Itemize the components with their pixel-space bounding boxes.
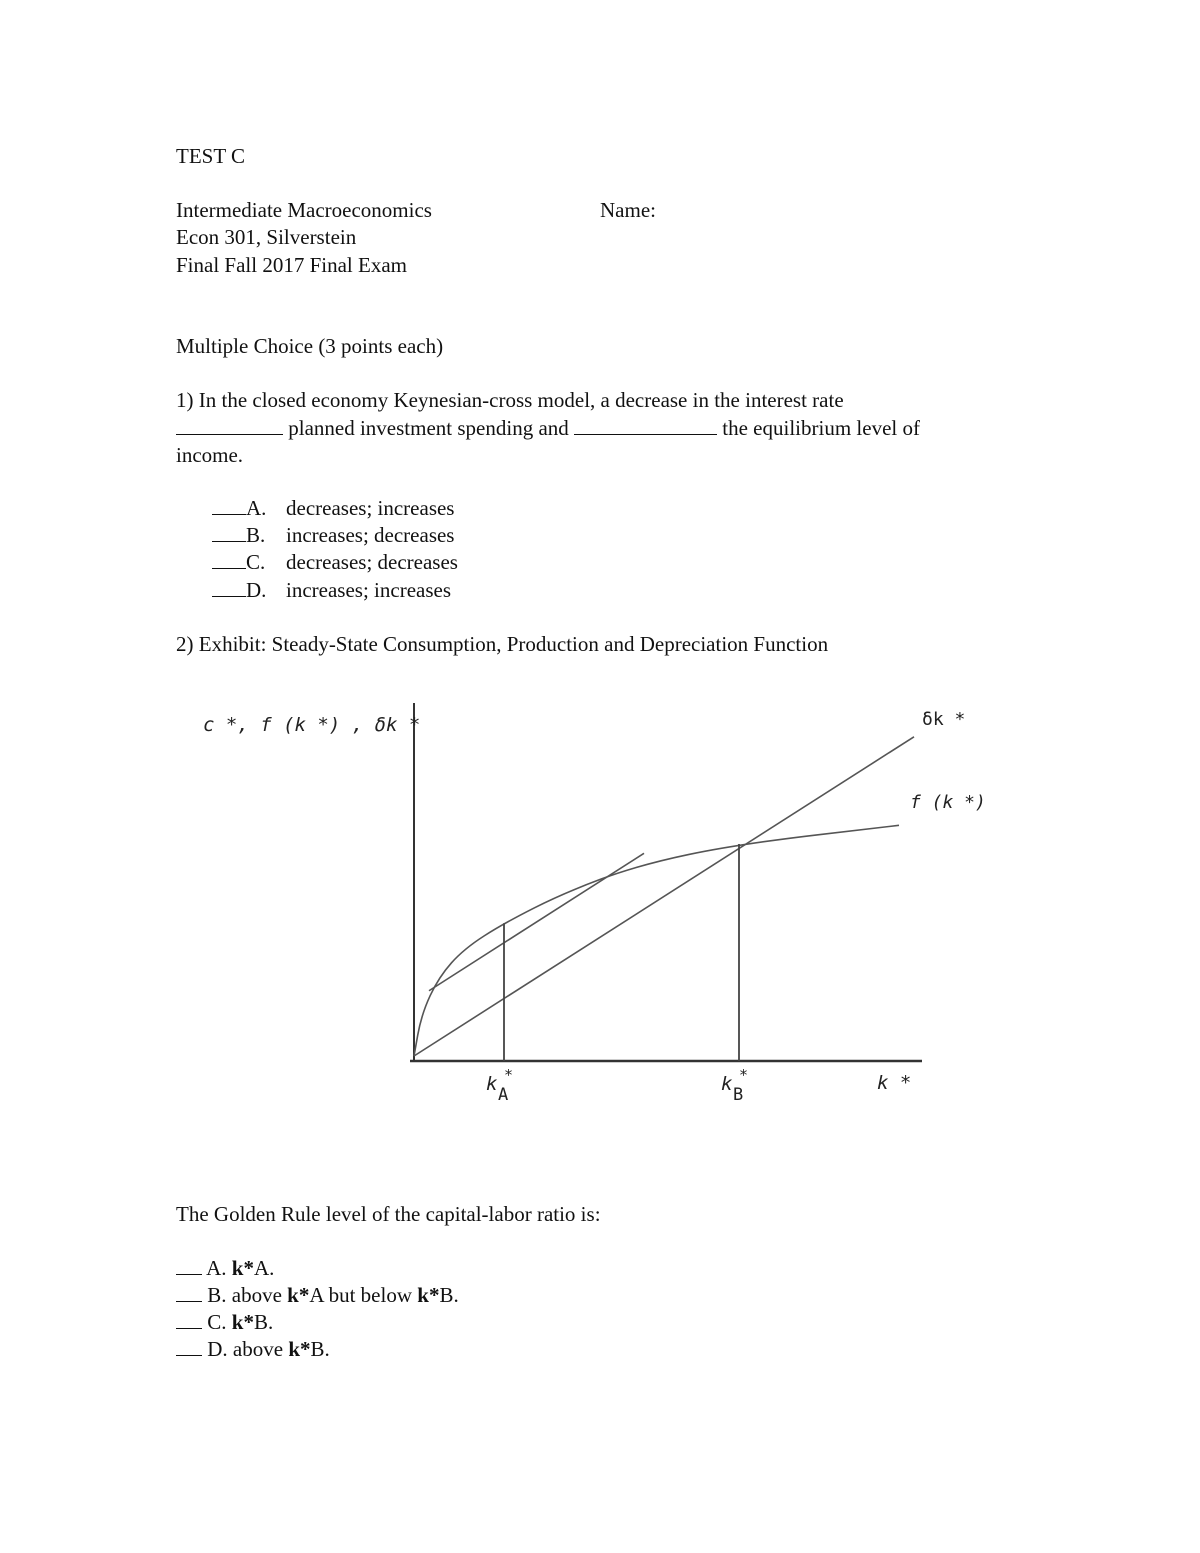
k-A-sub: A [498,1085,509,1105]
test-label: TEST C [176,144,246,168]
option-mid: A. [253,1256,275,1280]
production-label: f (k *) [910,792,986,813]
option-mid: B. [310,1337,330,1361]
option-k2: k* [417,1283,440,1307]
option-text: decreases; decreases [286,550,458,574]
k-B-sup: * [739,1066,749,1084]
depreciation-label: δk * [922,709,966,730]
y-axis-label: c *, f (k *) , δk * [203,714,421,736]
option-letter: B. [246,523,266,547]
course-title: Intermediate Macroeconomics [176,198,432,222]
name-label: Name: [600,198,656,222]
q2-option-b[interactable] [176,1282,459,1309]
option-k: k* [231,1256,254,1280]
q1-line2-end: the equilibrium level of [722,416,920,440]
q1-line1: 1) In the closed economy Keynesian-cross model, a decrease in the interest rate [176,388,844,412]
option-pre: A. [206,1256,227,1280]
option-blank[interactable] [176,1255,202,1275]
tangent-line [429,853,644,990]
q1-line3: income. [176,443,244,467]
option-letter: D. [246,578,267,602]
q2-question: The Golden Rule level of the capital-labor ratio is: [176,1202,601,1226]
option-mid: A but below [309,1283,413,1307]
option-blank[interactable] [176,1282,202,1302]
production-curve [414,825,899,1056]
q2-option-c[interactable] [176,1309,273,1336]
q1-line2-mid: planned investment spending and [288,416,569,440]
option-text: increases; increases [286,578,451,602]
k-A-sup: * [504,1066,514,1084]
option-pre: D. above [207,1337,284,1361]
option-blank[interactable] [176,1309,202,1329]
option-letter: A. [246,496,267,520]
q2-option-a[interactable] [176,1255,274,1282]
q2-title: 2) Exhibit: Steady-State Consumption, Production and Depreciation Function [176,632,829,656]
option-letter: C. [246,550,266,574]
course-number: Econ 301, Silverstein [176,225,357,249]
option-pre: C. [207,1310,227,1334]
option-text: increases; decreases [286,523,455,547]
option-k: k* [288,1337,311,1361]
exam-title: Final Fall 2017 Final Exam [176,253,407,277]
k-B-label: k [721,1073,733,1095]
option-blank[interactable] [176,1336,202,1356]
k-A-label: k [486,1073,498,1095]
option-pre: B. above [207,1283,282,1307]
option-k: k* [231,1310,254,1334]
x-axis-label: k * [877,1072,912,1094]
section-title: Multiple Choice (3 points each) [176,334,444,358]
option-text: decreases; increases [286,496,455,520]
q2-option-d[interactable] [176,1336,330,1363]
k-B-sub: B [733,1085,744,1105]
option-post: B. [439,1283,459,1307]
depreciation-line [414,737,914,1056]
option-k: k* [287,1283,310,1307]
option-mid: B. [253,1310,274,1334]
